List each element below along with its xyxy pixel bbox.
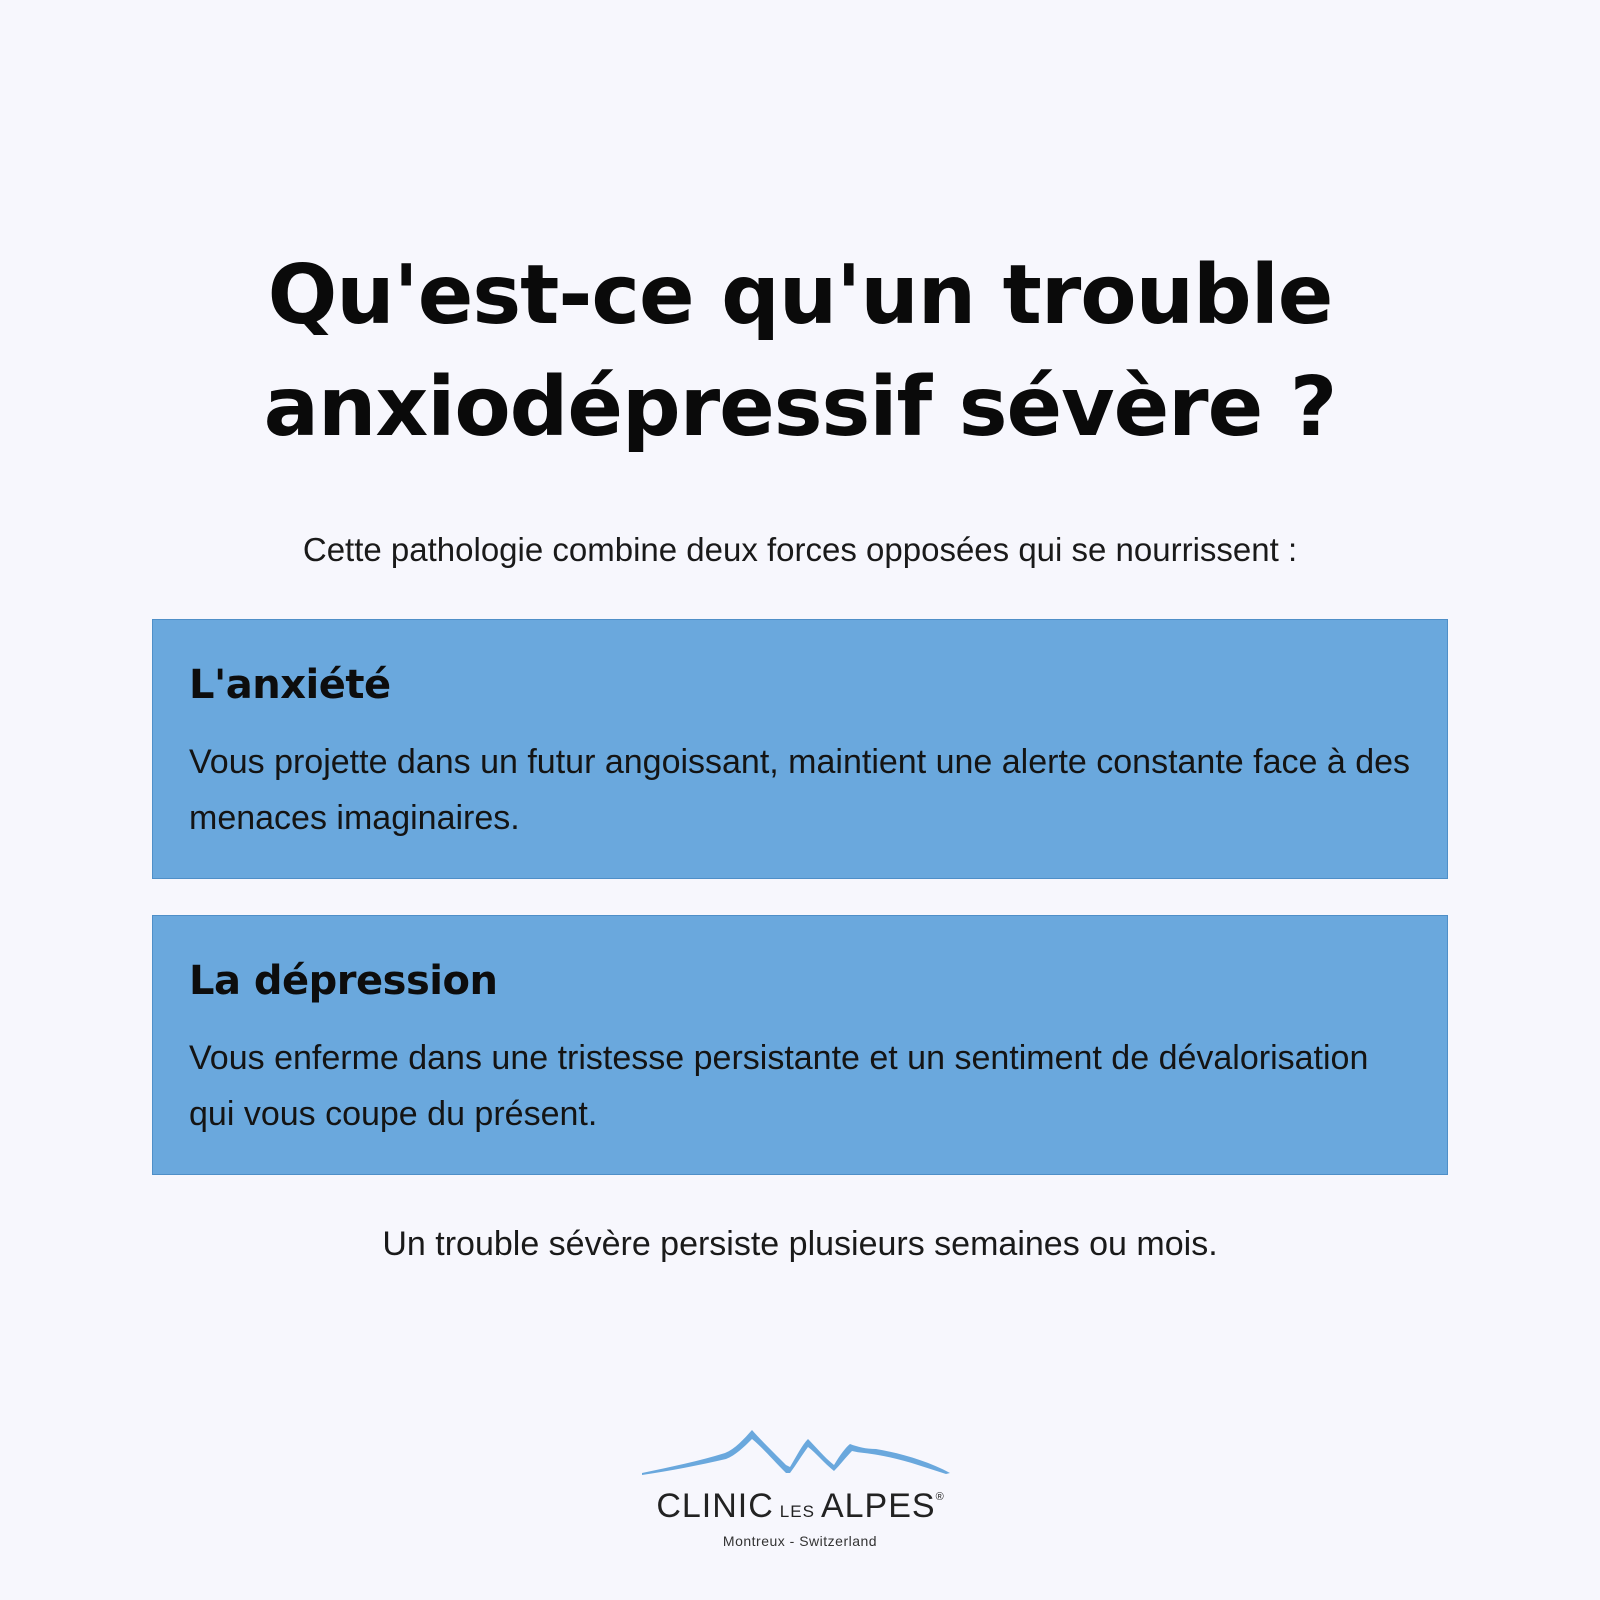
- outro-text: Un trouble sévère persiste plusieurs semaines ou mois.: [382, 1225, 1218, 1263]
- anxiety-card-title: L'anxiété: [189, 662, 391, 708]
- page-title-line-2: anxiodépressif sévère ?: [263, 360, 1337, 455]
- logo-alpes-text: ALPES: [820, 1487, 936, 1525]
- logo-les-text: LES: [779, 1502, 815, 1521]
- anxiety-card: [152, 619, 1448, 879]
- registered-mark: ®: [935, 1491, 944, 1503]
- mountains-logo-icon: [640, 1425, 960, 1485]
- depression-card-title: La dépression: [189, 958, 498, 1004]
- page-title-line-1: Qu'est-ce qu'un trouble: [267, 248, 1333, 343]
- logo-wordmark: [620, 1487, 980, 1526]
- logo-clinic-text: CLINIC: [656, 1487, 774, 1525]
- logo-location-text: Montreux - Switzerland: [722, 1533, 878, 1549]
- page-title: [0, 240, 1600, 464]
- depression-card: [152, 915, 1448, 1175]
- anxiety-card-text: Vous projette dans un futur angoissant, maintient une alerte constante face à des menaces imaginaires.: [189, 743, 1411, 837]
- intro-text: Cette pathologie combine deux forces opposées qui se nourrissent :: [302, 531, 1298, 568]
- clinic-logo: [620, 1425, 980, 1555]
- depression-card-text: Vous enferme dans une tristesse persistante et un sentiment de dévalorisation qui vous coupe du présent.: [189, 1039, 1369, 1133]
